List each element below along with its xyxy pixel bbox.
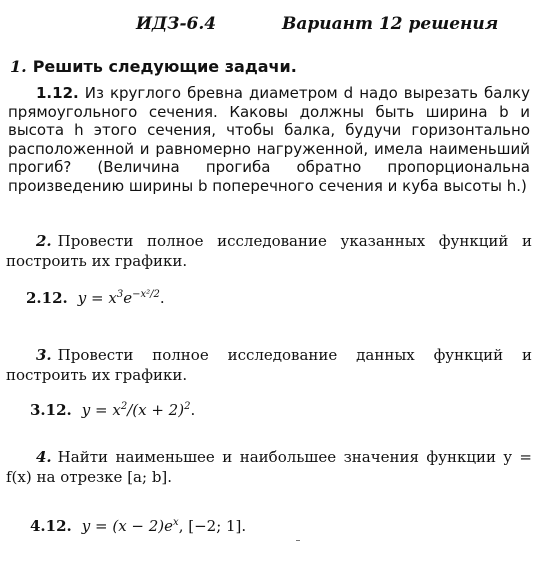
problem-1-12-text: Из круглого бревна диаметром d надо вырезать балку прямоугольного сечения. Каковы должны быть ширина b и высота h этого сечения, чтобы балка, будучи горизонтально расположенной и равномерно нагруженной, имела наименьший прогиб? (Величина прогиба обратно пропорциональна произведению ширины b поперечного сечения и куба высоты h.) (8, 84, 530, 195)
formula-3-12-number: 3.12. (30, 401, 72, 419)
task4-text: Найти наименьшее и наибольшее значения функции y = f(x) на отрезке [a; b]. (6, 448, 532, 486)
problem-1-12-number: 1.12. (36, 84, 79, 102)
task3-text: Провести полное исследование данных функций и построить их графики. (6, 346, 532, 384)
task4-number: 4. (36, 448, 52, 466)
task3-paragraph (6, 345, 532, 385)
task2-number: 2. (36, 232, 52, 250)
task1-number: 1. (10, 57, 27, 76)
formula-2-12: 2.12. $y = x^3e^{-x^2/2}$. (26, 289, 165, 307)
task1-heading (10, 57, 297, 76)
task2-paragraph (6, 231, 532, 271)
formula-4-12-number: 4.12. (30, 517, 72, 535)
task2-text: Провести полное исследование указанных функций и построить их графики. (6, 232, 532, 270)
formula-3-12: 3.12. $y = x^2/(x + 2)^2$. (30, 401, 196, 419)
formula-2-12-number: 2.12. (26, 289, 68, 307)
header (0, 14, 539, 38)
task4-paragraph (6, 447, 532, 487)
variant-title: Вариант 12 решения (282, 14, 499, 34)
task1-title: Решить следующие задачи. (32, 57, 297, 76)
assignment-code: ИДЗ-6.4 (136, 14, 217, 34)
problem-1-12 (8, 84, 530, 195)
task3-number: 3. (36, 346, 52, 364)
formula-4-12: 4.12. $y = (x - 2)e^x$, [−2; 1]. (30, 517, 247, 535)
stray-mark (296, 540, 300, 541)
